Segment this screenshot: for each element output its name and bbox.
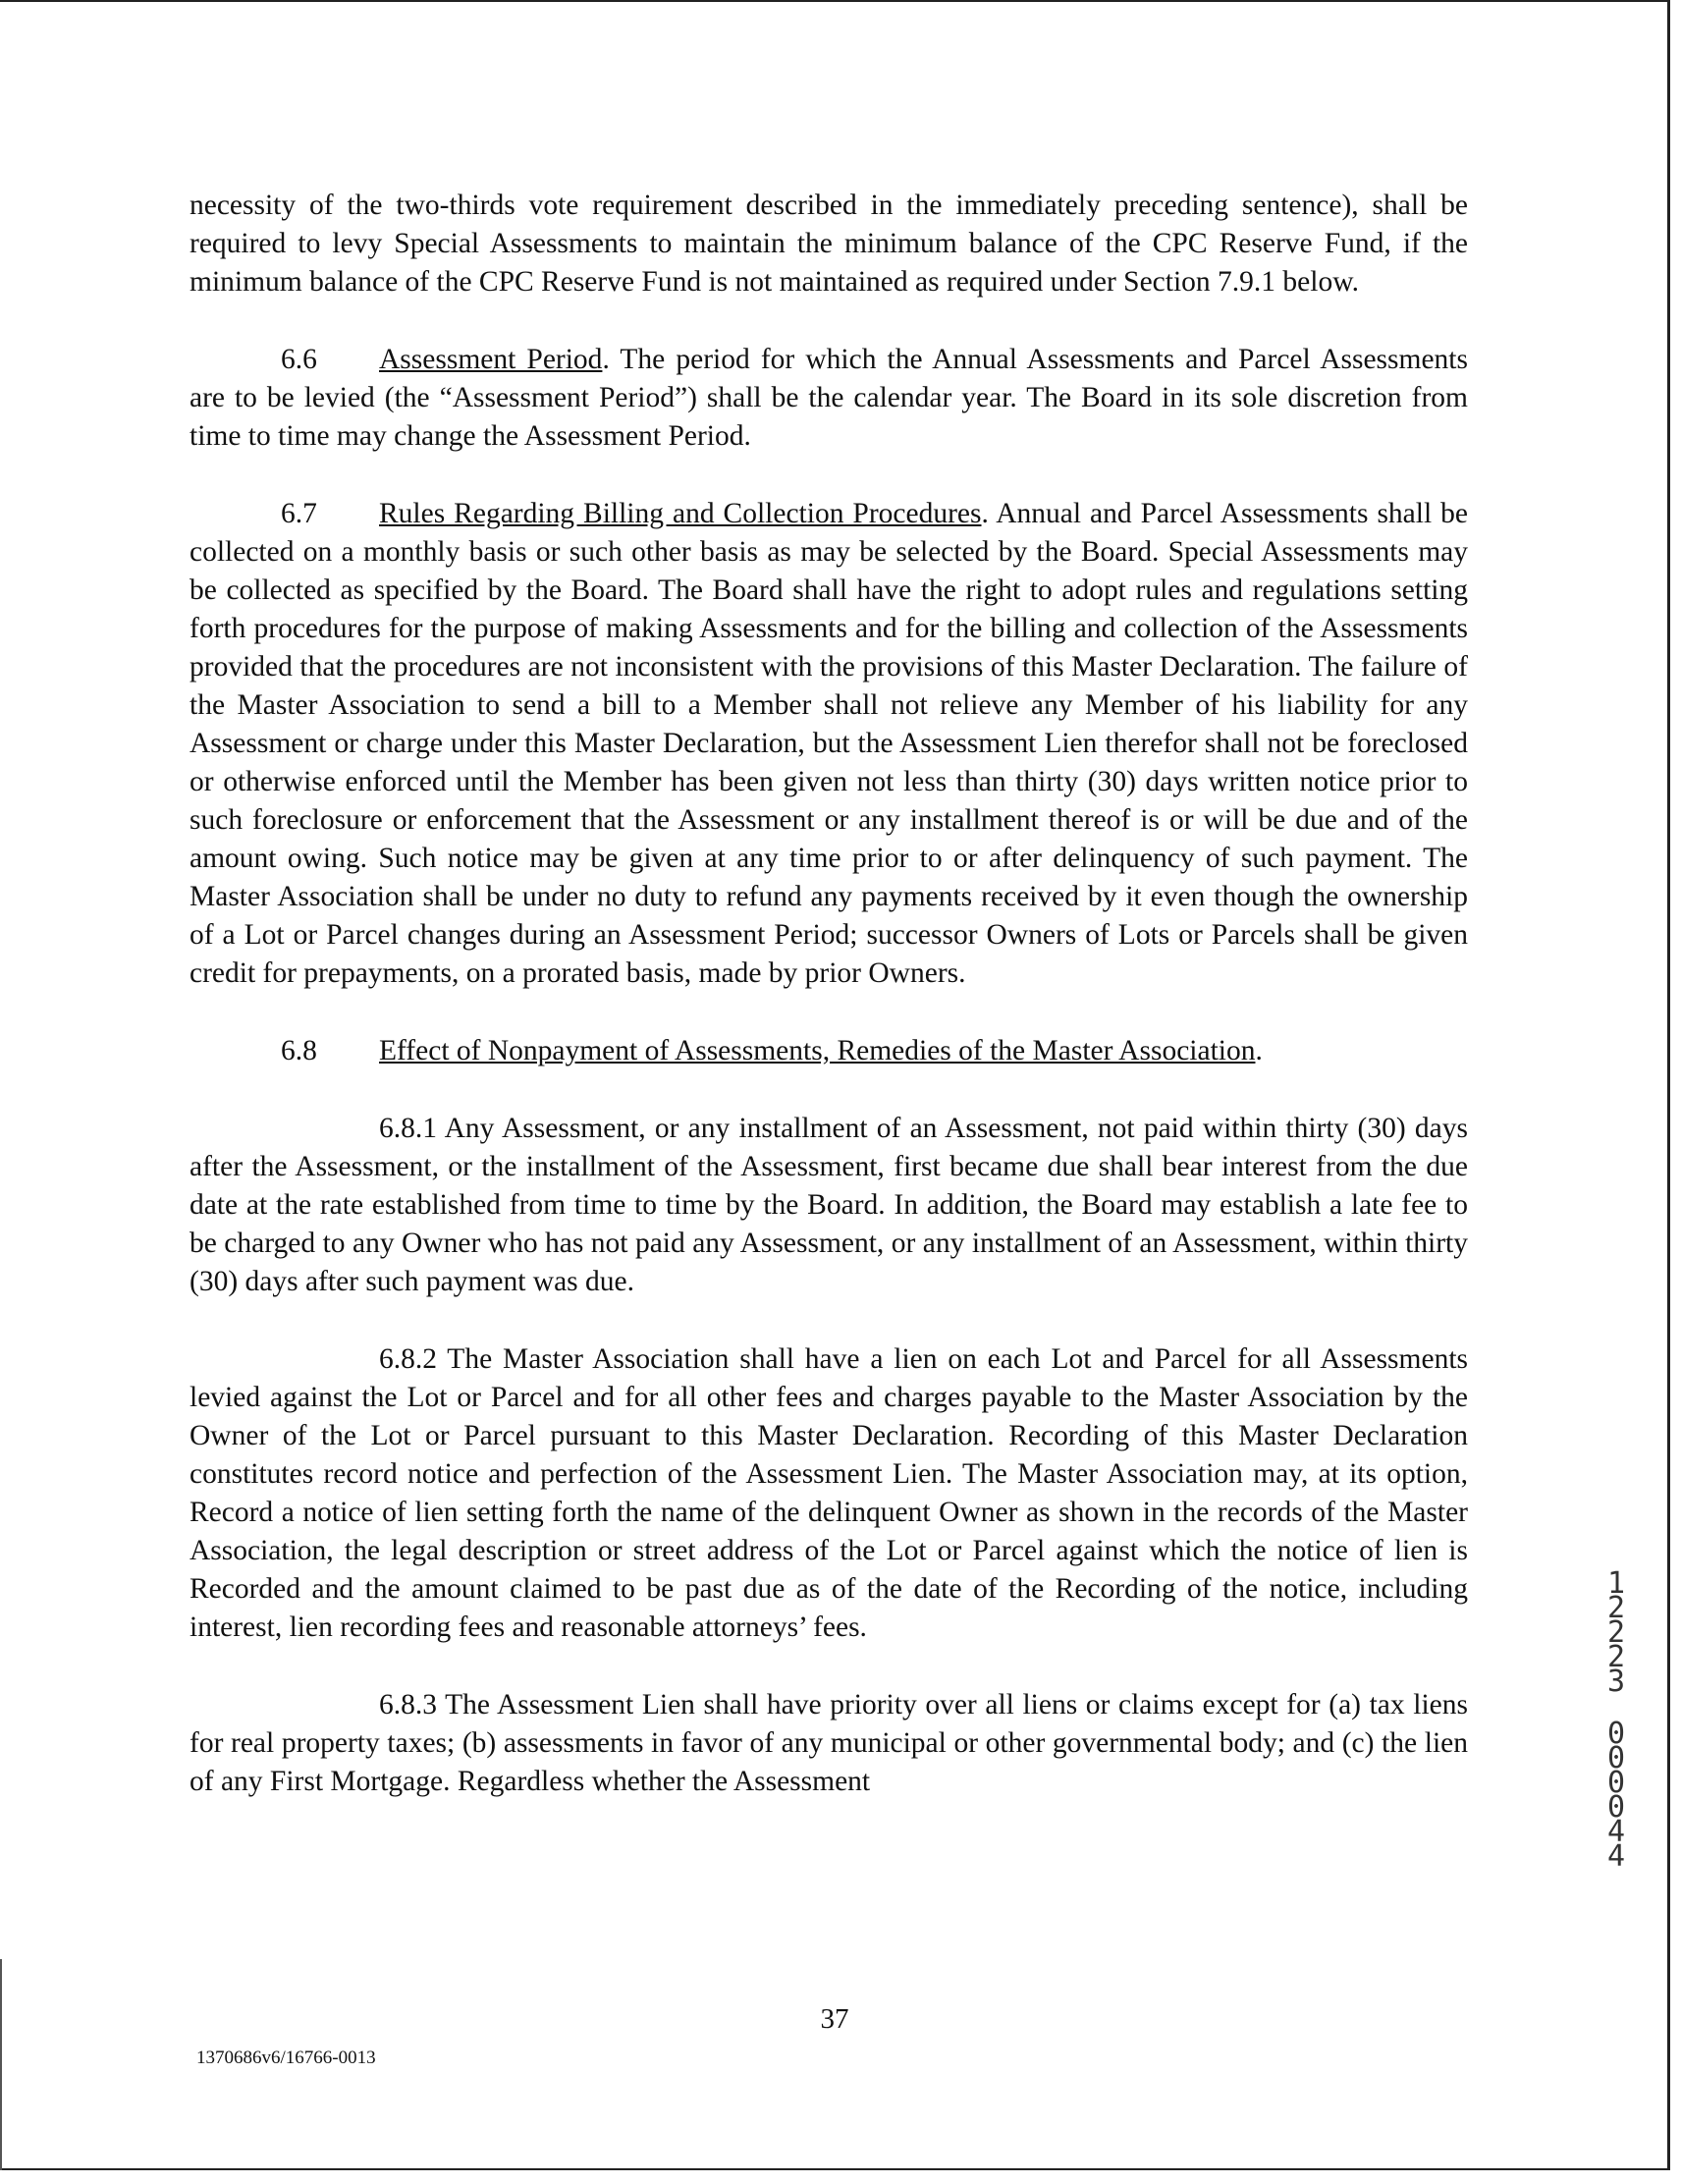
document-id: 1370686v6/16766-0013 [196,2048,376,2068]
page-number: 37 [820,2003,849,2035]
section-number: 6.6 [281,344,317,375]
stamp-digit: 2 [1606,1615,1626,1650]
stamp-digit: 0 [1606,1790,1626,1825]
section-number: 6.8 [281,1035,317,1066]
section-6-8-1: 6.8.1 Any Assessment, or any installment of an Assessment, not paid within thirty (30) days after the Assessment, or the installment of the Assessment, first became due shall bear interest from the due date at the rate established from time to time by the Board. In addition, the Board may establish a late fee to be charged to any Owner who has not paid any Assessment, or any installment of an Assessment, within thirty (30) days after such payment was due. [190,1113,1468,1297]
recording-stamp [1599,1566,1634,1874]
section-text: . Annual and Parcel Assessments shall be collected on a monthly basis or such other basis as may be selected by the Board. Special Assessments may be collected as specified by the Board. The Board shall have the right to adopt rules and regulations setting forth procedures for the purpose of making Assessments and for the billing and collection of the Assessments provided that the procedures are not inconsistent with the provisions of this Master Declaration. The failure of the Master Association to send a bill to a Member shall not relieve any Member of his liability for any Assessment or charge under this Master Declaration, but the Assessment Lien therefor shall not be foreclosed or otherwise enforced until the Member has been given not less than thirty (30) days written notice prior to such foreclosure or enforcement that the Assessment or any installment thereof is or will be due and of the amount owing. Such notice may be given at any time prior to or after delinquency of such payment. The Master Association shall be under no duty to refund any payments received by it even though the ownership of a Lot or Parcel changes during an Assessment Period; successor Owners of Lots or Parcels shall be given credit for prepayments, on a prorated basis, made by prior Owners. [190,498,1468,989]
scan-border-top [0,0,1669,2]
stamp-digit: 4 [1606,1839,1626,1874]
stamp-digit: 2 [1606,1640,1626,1674]
section-6-8-2: 6.8.2 The Master Association shall have a lien on each Lot and Parcel for all Assessments levied against the Lot or Parcel and for all other fees and charges payable to the Master Association by the Owner of the Lot or Parcel pursuant to this Master Declaration. Recording of this Master Declaration constitutes record notice and perfection of the Assessment Lien. The Master Association may, at its option, Record a notice of lien setting forth the name of the delinquent Owner as shown in the records of the Master Association, the legal description or street address of the Lot or Parcel against which the notice of lien is Recorded and the amount claimed to be past due as of the date of the Recording of the notice, including interest, lien recording fees and reasonable attorneys’ fees. [190,1343,1468,1643]
section-title: Effect of Nonpayment of Assessments, Remedies of the Master Association [379,1035,1256,1066]
section-title: Assessment Period [379,344,603,375]
document-body [190,187,1468,1840]
section-6-8-heading [281,1032,1468,1070]
section-period: . [1255,1035,1263,1066]
stamp-digit: 0 [1606,1741,1626,1775]
scan-border-right [1667,0,1670,2170]
section-title: Rules Regarding Billing and Collection Procedures [379,498,982,529]
section-6-6 [190,341,1468,456]
section-6-7 [190,495,1468,993]
stamp-digit: 2 [1606,1591,1626,1625]
scan-border-bottom [0,2168,1669,2170]
section-6-8-3: 6.8.3 The Assessment Lien shall have priority over all liens or claims except for (a) tax liens for real property taxes; (b) assessments in favor of any municipal or other governmental body; and (c) the lien of any First Mortgage. Regardless whether the Assessment [190,1689,1468,1797]
section-text: . The period for which the Annual Assessments and Parcel Assessments are to be levied (the “Assessment Period”) shall be the calendar year. The Board in its sole discretion from time to time may change the Assessment Period. [190,344,1468,452]
stamp-digit: 0 [1606,1717,1626,1751]
scan-border-left [0,1959,2,2170]
stamp-digit: 4 [1606,1815,1626,1849]
section-number: 6.7 [281,498,317,529]
stamp-digit: 0 [1606,1766,1626,1800]
stamp-digit: 1 [1606,1566,1626,1601]
paragraph-continued: necessity of the two-thirds vote requirement described in the immediately preceding sentence), shall be required to levy Special Assessments to maintain the minimum balance of the CPC Reserve Fund, if the minimum balance of the CPC Reserve Fund is not maintained as required under Section 7.9.1 below. [190,190,1468,298]
stamp-digit: 3 [1606,1665,1626,1699]
